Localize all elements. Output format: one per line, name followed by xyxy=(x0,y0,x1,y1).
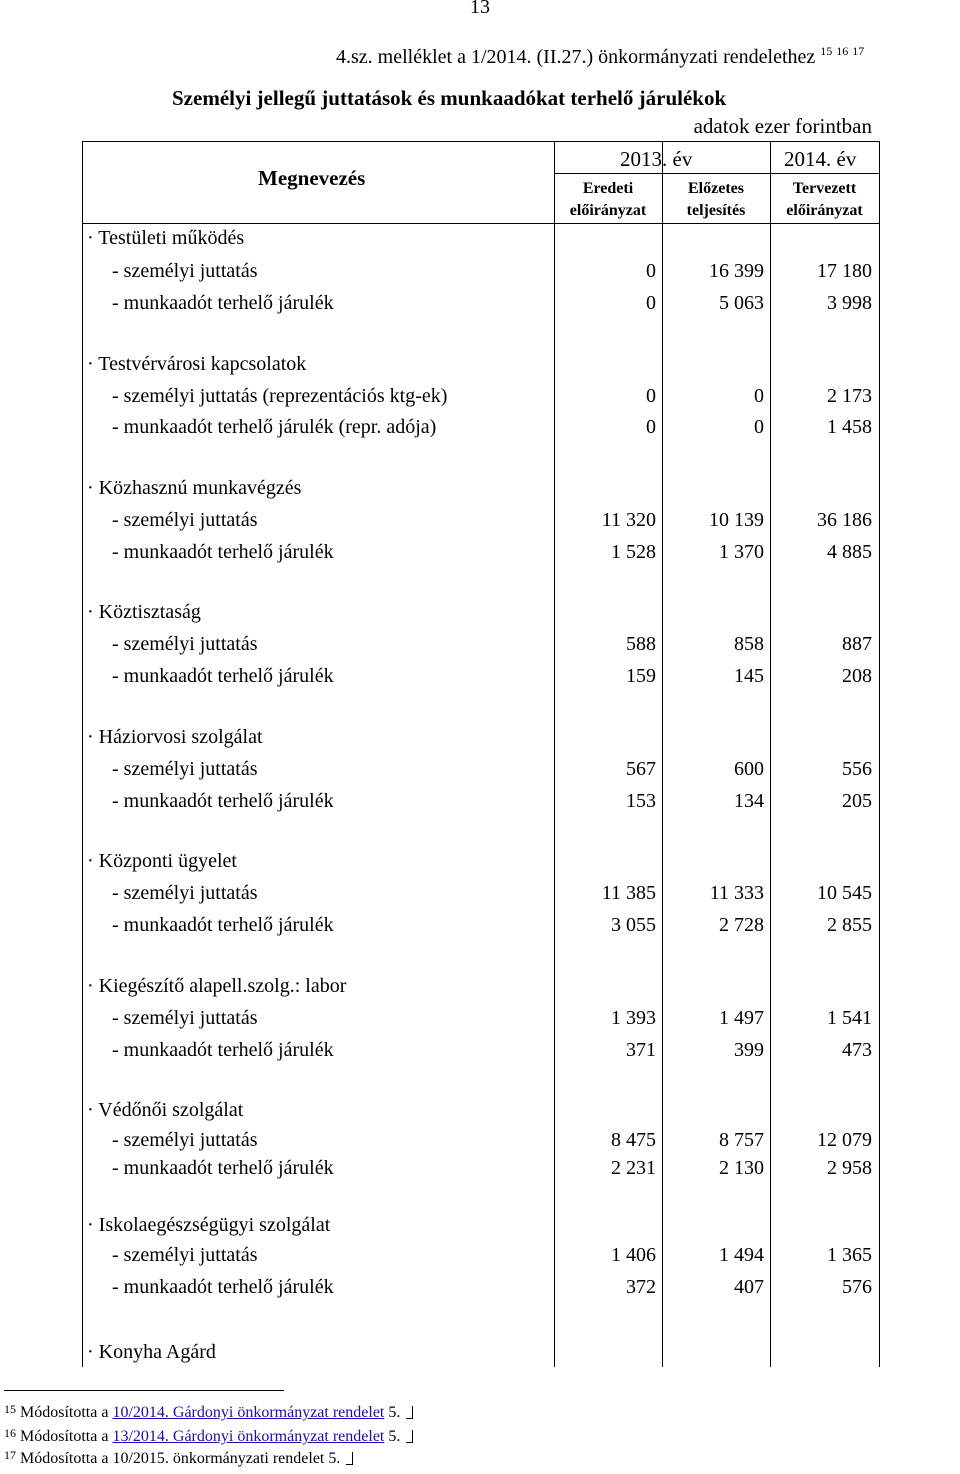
header-year-divider xyxy=(554,173,879,174)
section-title: · Központi ügyelet xyxy=(87,850,237,872)
cell-original: 0 xyxy=(646,260,656,282)
footnote-ref-16[interactable]: 16 xyxy=(836,44,849,58)
header-year-2014: 2014. év xyxy=(784,147,857,171)
row-label: - személyi juttatás xyxy=(112,633,258,655)
table-row xyxy=(0,665,960,693)
unit-note: adatok ezer forintban xyxy=(693,114,872,138)
header-col-planned-line2: előirányzat xyxy=(786,202,863,219)
header-year-2013: 2013. év xyxy=(620,147,693,171)
header-col-planned-line1: Tervezett xyxy=(792,180,857,197)
cell-preliminary: 16 399 xyxy=(709,260,764,282)
footnote-separator xyxy=(4,1390,284,1391)
section-title: · Háziorvosi szolgálat xyxy=(87,726,263,748)
cell-preliminary: 0 xyxy=(754,385,764,407)
cell-planned: 1 541 xyxy=(827,1007,872,1029)
footnote-text: Módosította a xyxy=(20,1428,113,1445)
cell-original: 0 xyxy=(646,385,656,407)
cell-original: 153 xyxy=(626,790,656,812)
table-row xyxy=(0,882,960,910)
cell-planned: 2 958 xyxy=(827,1157,872,1179)
cell-preliminary: 1 497 xyxy=(719,1007,764,1029)
table-row xyxy=(0,1157,960,1185)
row-label: - személyi juttatás xyxy=(112,1244,258,1266)
cell-preliminary: 600 xyxy=(734,758,764,780)
header-col-preliminary-line2: teljesítés xyxy=(686,202,746,219)
section-title: · Konyha Agárd xyxy=(87,1341,216,1363)
annex-heading xyxy=(336,46,864,69)
footnote-text: Módosította a 10/2015. önkormányzati rendelet 5. xyxy=(20,1450,341,1467)
page-number: 13 xyxy=(470,0,490,18)
header-col-preliminary-line1: Előzetes xyxy=(688,180,744,197)
section-row xyxy=(0,601,960,629)
row-label: - személyi juttatás xyxy=(112,260,258,282)
row-label: - munkaadót terhelő járulék xyxy=(112,790,334,812)
section-title: · Iskolaegészségügyi szolgálat xyxy=(87,1214,331,1236)
table-row xyxy=(0,1129,960,1157)
return-mark-icon[interactable] xyxy=(406,1430,413,1443)
section-row xyxy=(0,850,960,878)
footnote-text: Módosította a xyxy=(20,1404,113,1421)
cell-planned: 2 173 xyxy=(827,385,872,407)
table-row xyxy=(0,509,960,537)
cell-planned: 36 186 xyxy=(817,509,872,531)
cell-preliminary: 1 370 xyxy=(719,541,764,563)
table-row xyxy=(0,1276,960,1304)
footnote-link[interactable]: 10/2014. Gárdonyi önkormányzat rendelet xyxy=(112,1404,385,1421)
cell-planned: 473 xyxy=(842,1039,872,1061)
header-col-original-line1: Eredeti xyxy=(582,180,634,197)
cell-planned: 10 545 xyxy=(817,882,872,904)
cell-preliminary: 11 333 xyxy=(709,882,764,904)
row-label: - munkaadót terhelő járulék xyxy=(112,1276,334,1298)
cell-planned: 887 xyxy=(842,633,872,655)
section-title: · Testvérvárosi kapcsolatok xyxy=(87,353,307,375)
cell-original: 2 231 xyxy=(611,1157,656,1179)
section-row xyxy=(0,1214,960,1242)
document-title: Személyi jellegű juttatások és munkaadókat terhelő járulékok xyxy=(172,86,727,110)
section-title: · Kiegészítő alapell.szolg.: labor xyxy=(87,975,347,997)
row-label: - munkaadót terhelő járulék xyxy=(112,1157,334,1179)
row-label: - személyi juttatás xyxy=(112,509,258,531)
cell-planned: 576 xyxy=(842,1276,872,1298)
cell-preliminary: 8 757 xyxy=(719,1129,764,1151)
footnote-link[interactable]: 13/2014. Gárdonyi önkormányzat rendelet xyxy=(112,1428,385,1445)
section-row xyxy=(0,1099,960,1127)
cell-planned: 3 998 xyxy=(827,292,872,314)
cell-original: 159 xyxy=(626,665,656,687)
row-label: - személyi juttatás xyxy=(112,882,258,904)
cell-preliminary: 1 494 xyxy=(719,1244,764,1266)
cell-preliminary: 2 728 xyxy=(719,914,764,936)
cell-original: 372 xyxy=(626,1276,656,1298)
section-title: · Testületi működés xyxy=(87,227,245,249)
cell-preliminary: 858 xyxy=(734,633,764,655)
cell-preliminary: 5 063 xyxy=(719,292,764,314)
section-title: · Köztisztaság xyxy=(87,601,201,623)
table-row xyxy=(0,541,960,569)
cell-original: 0 xyxy=(646,292,656,314)
table-row xyxy=(0,1244,960,1272)
table-row xyxy=(0,1007,960,1035)
cell-preliminary: 407 xyxy=(734,1276,764,1298)
footnote-17 xyxy=(4,1450,353,1468)
cell-preliminary: 145 xyxy=(734,665,764,687)
footnote-number: 15 xyxy=(4,1402,16,1416)
table-row xyxy=(0,633,960,661)
cell-original: 11 320 xyxy=(601,509,656,531)
section-title: · Közhasznú munkavégzés xyxy=(87,477,302,499)
cell-original: 3 055 xyxy=(611,914,656,936)
footnote-number: 16 xyxy=(4,1426,16,1440)
table-row xyxy=(0,790,960,818)
table-row xyxy=(0,914,960,942)
footnote-ref-15[interactable]: 15 xyxy=(820,44,833,58)
row-label: - személyi juttatás xyxy=(112,1007,258,1029)
footnote-number: 17 xyxy=(4,1448,16,1462)
cell-planned: 205 xyxy=(842,790,872,812)
table-row xyxy=(0,292,960,320)
cell-preliminary: 134 xyxy=(734,790,764,812)
cell-planned: 208 xyxy=(842,665,872,687)
header-col-original xyxy=(554,178,662,222)
row-label: - munkaadót terhelő járulék xyxy=(112,541,334,563)
footnote-suffix: 5. xyxy=(384,1428,401,1445)
row-label: - személyi juttatás xyxy=(112,758,258,780)
header-col-preliminary xyxy=(662,178,770,222)
cell-original: 567 xyxy=(626,758,656,780)
section-row xyxy=(0,975,960,1003)
header-col-original-line2: előirányzat xyxy=(569,202,647,219)
section-row xyxy=(0,1341,960,1369)
cell-planned: 1 365 xyxy=(827,1244,872,1266)
footnote-15 xyxy=(4,1404,413,1422)
section-title: · Védőnői szolgálat xyxy=(87,1099,244,1121)
section-row xyxy=(0,477,960,505)
row-label: - személyi juttatás xyxy=(112,1129,258,1151)
cell-planned: 4 885 xyxy=(827,541,872,563)
row-label: - munkaadót terhelő járulék xyxy=(112,914,334,936)
annex-text: 4.sz. melléklet a 1/2014. (II.27.) önkormányzati rendelethez xyxy=(336,46,816,68)
table-row xyxy=(0,1039,960,1067)
header-bottom-rule xyxy=(82,223,880,224)
cell-preliminary: 0 xyxy=(754,416,764,438)
footnote-ref-17[interactable]: 17 xyxy=(852,44,865,58)
header-col-planned xyxy=(770,178,879,222)
cell-preliminary: 399 xyxy=(734,1039,764,1061)
footnote-suffix: 5. xyxy=(384,1404,401,1421)
footnote-16 xyxy=(4,1428,413,1446)
section-row xyxy=(0,726,960,754)
row-label: - személyi juttatás (reprezentációs ktg-ek) xyxy=(112,385,448,407)
cell-original: 1 406 xyxy=(611,1244,656,1266)
row-label: - munkaadót terhelő járulék (repr. adója) xyxy=(112,416,437,438)
row-label: - munkaadót terhelő járulék xyxy=(112,1039,334,1061)
header-name-column: Megnevezés xyxy=(258,166,366,190)
cell-planned: 1 458 xyxy=(827,416,872,438)
table-row xyxy=(0,416,960,444)
cell-planned: 2 855 xyxy=(827,914,872,936)
cell-preliminary: 10 139 xyxy=(709,509,764,531)
cell-original: 371 xyxy=(626,1039,656,1061)
return-mark-icon[interactable] xyxy=(406,1406,413,1419)
cell-original: 1 528 xyxy=(611,541,656,563)
table-row xyxy=(0,758,960,786)
cell-original: 11 385 xyxy=(601,882,656,904)
cell-preliminary: 2 130 xyxy=(719,1157,764,1179)
cell-planned: 12 079 xyxy=(817,1129,872,1151)
cell-original: 588 xyxy=(626,633,656,655)
row-label: - munkaadót terhelő járulék xyxy=(112,665,334,687)
cell-original: 8 475 xyxy=(611,1129,656,1151)
row-label: - munkaadót terhelő járulék xyxy=(112,292,334,314)
section-row xyxy=(0,353,960,381)
table-row xyxy=(0,260,960,288)
cell-planned: 17 180 xyxy=(817,260,872,282)
return-mark-icon[interactable] xyxy=(346,1452,353,1465)
cell-original: 0 xyxy=(646,416,656,438)
cell-planned: 556 xyxy=(842,758,872,780)
table-border-top xyxy=(82,141,880,142)
section-row xyxy=(0,227,960,255)
cell-original: 1 393 xyxy=(611,1007,656,1029)
table-row xyxy=(0,385,960,413)
